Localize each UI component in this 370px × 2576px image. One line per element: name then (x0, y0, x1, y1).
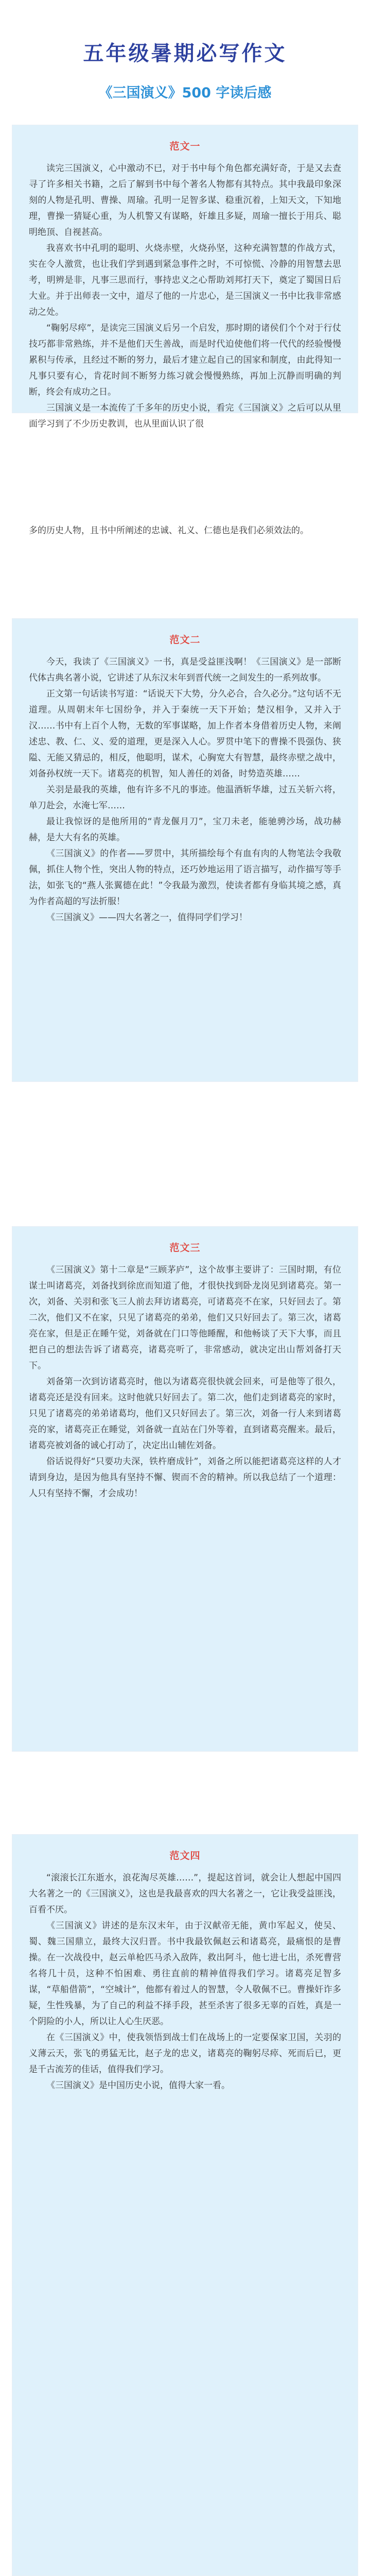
essay-paragraph: 《三国演义》讲述的是东汉末年，由于汉献帝无能，黄巾军起义，使吴、蜀、魏三国鼎立，最终大汉归晋。书中我最钦佩赵云和诸葛亮，最痛恨的是曹操。在一次战役中，赵云单枪匹马杀入敌阵，救出阿斗，他七进七出，杀死曹营名将几十员，这种不怕困难、勇往直前的精神值得我们学习。诸葛亮足智多谋，“草船借箭”，“空城计”，他都有着过人的智慧，令人敬佩不已。曹操奸诈多疑，生性残暴，为了自己的利益不择手段，甚至杀害了很多无辜的百姓，真是一个阴险的小人，所以让人心生厌恶。 (29, 1921, 341, 2027)
essay-card-1 (12, 125, 358, 429)
section-label: 范文三 (169, 1242, 201, 1253)
essay-paragraph: 今天，我读了《三国演义》一书，真是受益匪浅啊！《三国演义》是一部断代体古典名著小说，它讲述了从东汉末年到晋代统一之间发生的一系列故事。 (29, 657, 341, 683)
essay-paragraph: 刘备第一次到访诸葛亮时，他以为诸葛亮很快就会回来，可是他等了很久，诸葛亮还是没有回来。这时他就只好回去了。第二次，他们走到诸葛亮的家时，只见了诸葛亮的弟弟诸葛均，他们又只好回去了。第三次，刘备一行人来到诸葛亮的家，诸葛亮正在睡觉，刘备就一直站在门外等着，直到诸葛亮醒来。最后，诸葛亮被刘备的诚心打动了，决定出山辅佐刘备。 (29, 1377, 341, 1451)
essay-paragraph: 俗话说得好“只要功夫深，铁杵磨成针”，刘备之所以能把诸葛亮这样的人才请到身边，是因为他具有坚持不懈、锲而不舍的精神。所以我总结了一个道理：人只有坚持不懈，才会成功！ (29, 1456, 341, 1499)
essay-paragraph: 《三国演义》的作者——罗贯中，其所描绘每个有血有肉的人物笔法令我敬佩，抓住人物个性，突出人物的特点，还巧妙地运用了语言描写，动作描写等手法，如张飞的“燕人张翼德在此！”令我最为激烈，使读者都有身临其境之感，真为作者高超的写法折服！ (29, 849, 341, 907)
section-label: 范文四 (169, 1850, 201, 1861)
essay-paragraph: 多的历史人物，且书中所阐述的忠诚、礼义、仁德也是我们必须效法的。 (29, 526, 309, 536)
essay-paragraph: “滚滚长江东逝水，浪花淘尽英雄……”，提起这首词，就会让人想起中国四大名著之一的《三国演义》，这也是我最喜欢的四大名著之一，它让我受益匪浅，百看不厌。 (29, 1873, 341, 1915)
essay-card-3 (12, 1226, 358, 1752)
essay-paragraph: 关羽是最我的英雄，他有许多不凡的事迹。他温酒斩华雄，过五关斩六将，单刀赴会，水淹七军…… (29, 785, 341, 811)
essay-paragraph: 《三国演义》——四大名著之一，值得同学们学习！ (46, 912, 248, 923)
essay-card-4 (12, 1834, 358, 2576)
essay-card-2 (12, 618, 358, 1082)
essay-paragraph: 读完三国演义，心中激动不已，对于书中每个角色都充满好奇，于是又去查寻了许多相关书籍，之后了解到书中每个著名人物都有其特点。其中我最印象深刻的人物是孔明、曹操、周瑜。孔明一足智多谋、稳重沉着，上知天文，下知地理，曹操一猜疑心重，为人机警又有谋略，奸雄且多疑，周瑜一擅长于用兵、聪明绝顶、自视甚高。 (29, 163, 341, 238)
essay-paragraph: “鞠躬尽瘁”，是读完三国演义后另一个启发，那时期的诸侯们个个对于行仗技巧都非常熟练，并不是他们天生善战，而是时代迫使他们将一代代的经验慢慢累积与传承，且经过不断的努力，最后才建立起自己的国家和制度，由此得知一凡事只要有心，肯花时间不断努力练习就会慢慢熟练，再加上沉静而明确的判断，终会有成功之日。 (29, 323, 341, 397)
essay-paragraph: 《三国演义》是中国历史小说，值得大家一看。 (46, 2080, 230, 2091)
page-title: 五年级暑期必写作文 (83, 42, 287, 65)
section-label: 范文一 (169, 141, 201, 152)
section-label: 范文二 (169, 634, 201, 646)
essay-paragraph: 我喜欢书中孔明的聪明、火烧赤壁，火烧孙坚，这种充满智慧的作战方式，实在令人激赏，也让我们学到遇到紧急事件之时，不可惊慌、冷静的用智慧去思考，明辨是非，凡事三思而行，事持忠义之心帮助刘邦打天下，奠定了蜀国日后大业。并于出师表一文中，道尽了他的一片忠心，是三国演义一书中比我非常感动之处。 (29, 243, 341, 317)
essay-paragraph: 《三国演义》第十二章是“三顾茅庐”，这个故事主要讲了：三国时期，有位谋士叫诸葛亮，刘备找到徐庶而知道了他，才很快找到卧龙岗见到诸葛亮。第一次，刘备、关羽和张飞三人前去拜访诸葛亮，可诸葛亮不在家，只好回去了。第二次，他们又不在家，只见了诸葛亮的弟弟，他们又只好回去了。第三次，诸葛亮在家，但是正在睡午觉，刘备就在门口等他睡醒，和他畅谈了天下大事，而且把自己的想法告诉了诸葛亮，诸葛亮听了，非常感动，就决定出山帮刘备打天下。 (29, 1265, 341, 1371)
essay-paragraph: 正文第一句话读书写道：“话说天下大势，分久必合，合久必分。”这句话不无道理。从周朝末年七国纷争，并入于秦统一天下开始；楚汉相争，又并入于汉……书中有上百个人物，无数的军事谋略，加上作者本身借着历史人物，来阐述忠、教、仁、义、爱的道理，更是深入人心。罗贯中笔下的曹操不畏强伪、狭隘、无能又猜忌的，相反，他聪明，谋术，心胸宽大有智慧，最终赤壁之战中，刘备孙权统一天下。诸葛亮的机智，知人善任的刘备，时势造英雄…… (29, 689, 341, 779)
essay-paragraph: 三国演义是一本流传了千多年的历史小说，看完《三国演义》之后可以从里面学习到了不少历史教训，也从里面认识了很 (29, 403, 341, 429)
essay-paragraph: 在《三国演义》中，使我领悟到战士们在战场上的一定要保家卫国，关羽的义薄云天，张飞的勇猛无比，赵子龙的忠义，诸葛亮的鞠躬尽瘁、死而后已，更是千古流芳的佳话，值得我们学习。 (29, 2032, 341, 2075)
essay-paragraph: 最让我惊讶的是他所用的“青龙偃月刀”，宝刀未老，能驰骋沙场，战功赫赫，是大大有名的英雄。 (29, 817, 341, 843)
page-subtitle: 《三国演义》500 字读后感 (98, 85, 272, 101)
essay-card-1-continued (12, 515, 358, 567)
